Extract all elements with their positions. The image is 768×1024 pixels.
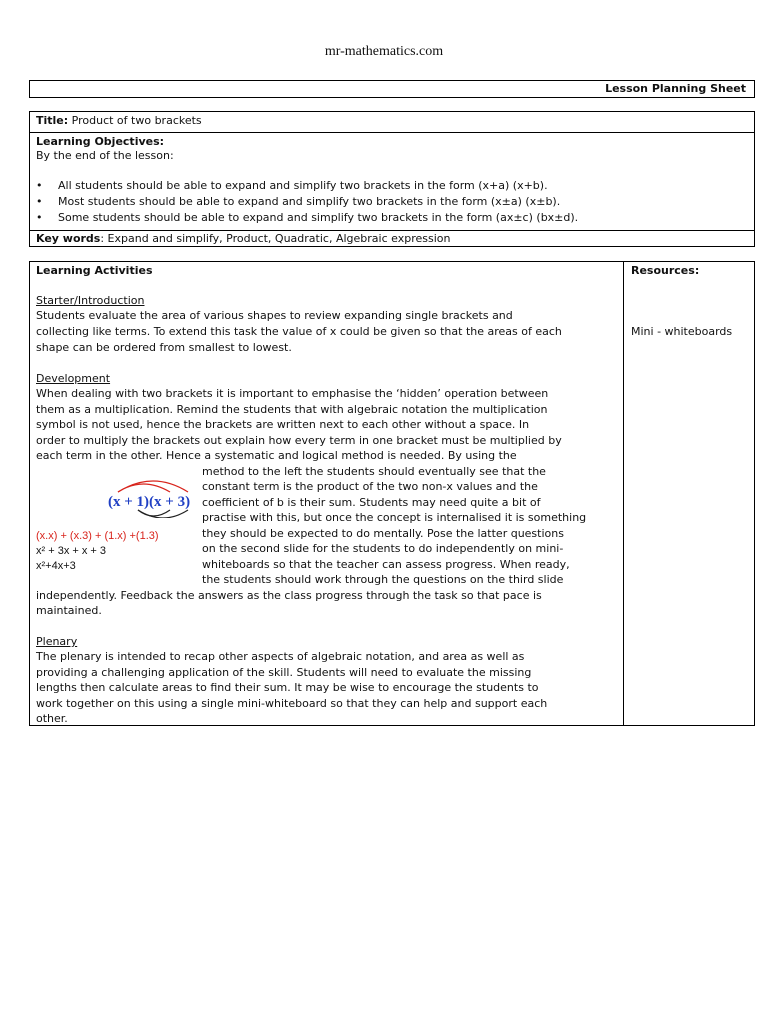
starter-line: Students evaluate the area of various shapes to review expanding single brackets and <box>36 309 513 322</box>
activities-table <box>29 261 755 726</box>
starter-line: shape can be ordered from smallest to lowest. <box>36 341 292 354</box>
header-box <box>29 80 755 98</box>
development-wrap-line: they should be expected to do mentally. Pose the latter questions <box>202 527 564 540</box>
site-name: mr-mathematics.com <box>324 44 444 59</box>
simplified-line: x²+4x+3 <box>36 560 76 572</box>
development-wrap-line: practise with this, but once the concept is internalised it is something <box>202 511 587 524</box>
development-heading: Development <box>36 372 111 385</box>
plenary-line: The plenary is intended to recap other aspects of algebraic notation, and area as well as <box>36 650 525 663</box>
keywords-text: : Expand and simplify, Product, Quadratic, Algebraic expression <box>100 232 451 245</box>
development-wrap-line: method to the left the students should eventually see that the <box>202 465 546 478</box>
title-label: Title: <box>36 114 69 127</box>
sheet-header: Lesson Planning Sheet <box>605 82 746 95</box>
column-divider <box>623 262 624 725</box>
development-wrap-line: constant term is the product of the two non-x values and the <box>202 480 538 493</box>
objective-bullet: • All students should be able to expand and simplify two brackets in the form (x+a) (x+b). <box>36 179 548 192</box>
objectives-heading: Learning Objectives: <box>36 135 165 148</box>
objective-bullet: • Most students should be able to expand and simplify two brackets in the form (x±a) (x±b). <box>36 195 561 208</box>
expansion-line: (x.x) + (x.3) + (1.x) +(1.3) <box>36 530 159 542</box>
collect-line: x² + 3x + x + 3 <box>36 545 107 557</box>
objectives-intro: By the end of the lesson: <box>36 149 174 162</box>
title-value: Product of two brackets <box>71 114 202 127</box>
plenary-heading: Plenary <box>36 635 78 648</box>
starter-line: collecting like terms. To extend this task the value of x could be given so that the areas of each <box>36 325 562 338</box>
lesson-info-table <box>29 111 755 247</box>
resources-heading: Resources: <box>631 264 700 277</box>
development-wrap-line: whiteboards so that the teacher can assess progress. When ready, <box>202 558 570 571</box>
bracket-arcs-diagram <box>108 478 198 518</box>
keywords-label: Key words <box>36 232 101 245</box>
title-row <box>30 112 754 133</box>
plenary-line: other. <box>36 712 68 725</box>
plenary-line: work together on this using a single mini-whiteboard so that they can help and support each <box>36 697 548 710</box>
objective-bullet: • Some students should be able to expand and simplify two brackets in the form (ax±c) (bx±d). <box>36 211 579 224</box>
activities-heading: Learning Activities <box>36 264 153 277</box>
development-line: symbol is not used, hence the brackets are written next to each other without a space. In <box>36 418 530 431</box>
resource-item: Mini - whiteboards <box>631 325 733 338</box>
keywords-row <box>30 231 754 247</box>
bracket-expression: (x + 1)(x + 3) <box>108 494 191 510</box>
development-line: each term in the other. Hence a systematic and logical method is needed. By using the <box>36 449 517 462</box>
development-wrap-line: the students should work through the questions on the third slide <box>202 573 564 586</box>
objectives-row <box>30 133 754 231</box>
development-line: order to multiply the brackets out explain how every term in one bracket must be multiplied by <box>36 434 562 447</box>
development-wrap-line: on the second slide for the students to do independently on mini- <box>202 542 564 555</box>
plenary-line: providing a challenging application of the skill. Students will need to evaluate the missing <box>36 666 532 679</box>
starter-heading: Starter/Introduction <box>36 294 145 307</box>
development-line: maintained. <box>36 604 102 617</box>
development-line: independently. Feedback the answers as the class progress through the task so that pace is <box>36 589 542 602</box>
development-wrap-line: coefficient of b is their sum. Students may need quite a bit of <box>202 496 541 509</box>
arc-red-outer <box>118 481 188 492</box>
development-line: them as a multiplication. Remind the students that with algebraic notation the multiplication <box>36 403 548 416</box>
development-line: When dealing with two brackets it is important to emphasise the ‘hidden’ operation between <box>36 387 549 400</box>
plenary-line: lengths then calculate areas to find their sum. It may be wise to encourage the students to <box>36 681 539 694</box>
